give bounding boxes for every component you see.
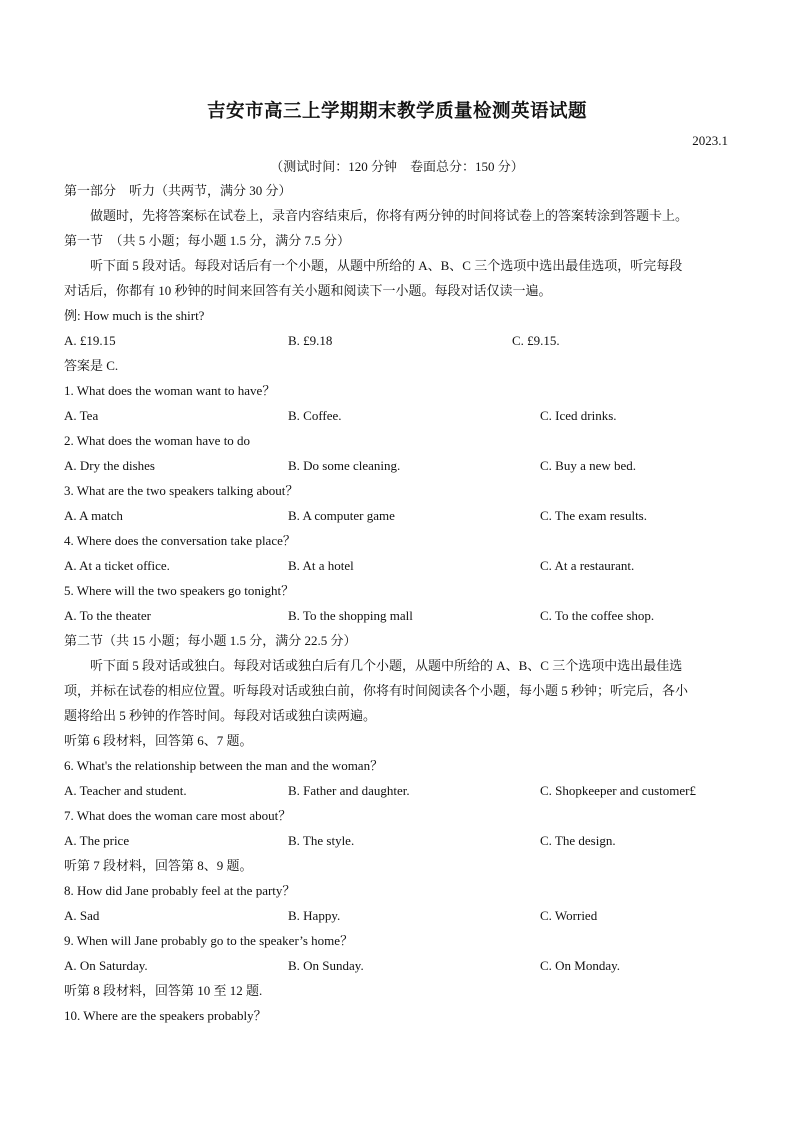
question-2-options: [64, 457, 744, 475]
part1-heading: 第一部分 听力（共两节，满分 30 分）: [64, 183, 292, 198]
question-1-options: [64, 407, 744, 425]
question-10: 10. Where are the speakers probably？: [64, 1008, 267, 1023]
material-6-heading: 听第 6 段材料，回答第 6、7 题。: [64, 733, 253, 748]
q4-option-a: A. At a ticket office.: [64, 558, 170, 573]
exam-date: 2023.1: [692, 133, 728, 148]
example-options: [64, 332, 744, 350]
part1-instruction: 做题时，先将答案标在试卷上，录音内容结束后，你将有两分钟的时间将试卷上的答案转涂到答题卡上。: [90, 208, 689, 223]
q7-option-b: B. The style.: [288, 833, 355, 848]
q8-option-c: C. Worried: [540, 908, 598, 923]
section2-instruction-line2: 项，并标在试卷的相应位置。听每段对话或独白前，你将有时间阅读各个小题，每小题 5 秒钟；听完后，各小: [64, 683, 689, 698]
question-9-options: [64, 957, 744, 975]
question-6-options: [64, 782, 744, 800]
question-3-options: [64, 507, 744, 525]
question-5: 5. Where will the two speakers go tonight？: [64, 583, 295, 598]
q8-option-b: B. Happy.: [288, 908, 341, 923]
section1-instruction-line1: 听下面 5 段对话。每段对话后有一个小题，从题中所给的 A、B、C 三个选项中选出最佳选项，听完每段: [90, 258, 683, 273]
q9-option-a: A. On Saturday.: [64, 958, 148, 973]
q6-option-c: C. Shopkeeper and customer£: [540, 783, 696, 798]
question-4-options: [64, 557, 744, 575]
q4-option-b: B. At a hotel: [288, 558, 354, 573]
example-option-a: A. £19.15: [64, 333, 116, 348]
q5-option-c: C. To the coffee shop.: [540, 608, 655, 623]
question-6: 6. What's the relationship between the man and the woman？: [64, 758, 384, 773]
q2-option-a: A. Dry the dishes: [64, 458, 155, 473]
question-5-options: [64, 607, 744, 625]
q5-option-b: B. To the shopping mall: [288, 608, 413, 623]
q7-option-c: C. The design.: [540, 833, 616, 848]
example-answer: 答案是 C.: [64, 358, 119, 373]
question-1: 1. What does the woman want to have？: [64, 383, 276, 398]
q1-option-b: B. Coffee.: [288, 408, 342, 423]
q7-option-a: A. The price: [64, 833, 130, 848]
question-3: 3. What are the two speakers talking about？: [64, 483, 299, 498]
q1-option-a: A. Tea: [64, 408, 99, 423]
exam-info: （测试时间：120 分钟 卷面总分：150 分）: [270, 159, 524, 174]
q6-option-a: A. Teacher and student.: [64, 783, 187, 798]
q2-option-c: C. Buy a new bed.: [540, 458, 637, 473]
material-8-heading: 听第 8 段材料，回答第 10 至 12 题.: [64, 983, 263, 998]
question-9: 9. When will Jane probably go to the speaker’s home？: [64, 933, 354, 948]
q6-option-b: B. Father and daughter.: [288, 783, 410, 798]
example-option-c: C. £9.15.: [512, 333, 560, 348]
q1-option-c: C. Iced drinks.: [540, 408, 617, 423]
question-8-options: [64, 907, 744, 925]
section1-instruction-line2: 对话后，你都有 10 秒钟的时间来回答有关小题和阅读下一小题。每段对话仅读一遍。: [64, 283, 552, 298]
section2-instruction-line3: 题将给出 5 秒钟的作答时间。每段对话或独白读两遍。: [64, 708, 377, 723]
q9-option-c: C. On Monday.: [540, 958, 621, 973]
q9-option-b: B. On Sunday.: [288, 958, 364, 973]
section2-heading: 第二节（共 15 小题；每小题 1.5 分，满分 22.5 分）: [64, 633, 357, 648]
q5-option-a: A. To the theater: [64, 608, 151, 623]
q3-option-b: B. A computer game: [288, 508, 395, 523]
question-7: 7. What does the woman care most about？: [64, 808, 292, 823]
material-7-heading: 听第 7 段材料，回答第 8、9 题。: [64, 858, 253, 873]
question-7-options: [64, 832, 744, 850]
section1-heading: 第一节 （共 5 小题；每小题 1.5 分，满分 7.5 分）: [64, 233, 351, 248]
section2-instruction-line1: 听下面 5 段对话或独白。每段对话或独白后有几个小题，从题中所给的 A、B、C 三个选项中选出最佳选: [90, 658, 683, 673]
question-8: 8. How did Jane probably feel at the party？: [64, 883, 296, 898]
exam-title: 吉安市高三上学期期末教学质量检测英语试题: [206, 102, 587, 122]
q2-option-b: B. Do some cleaning.: [288, 458, 401, 473]
q3-option-a: A. A match: [64, 508, 123, 523]
q3-option-c: C. The exam results.: [540, 508, 647, 523]
example-option-b: B. £9.18: [288, 333, 333, 348]
example-question: 例: How much is the shirt?: [64, 308, 205, 323]
question-4: 4. Where does the conversation take place？: [64, 533, 296, 548]
question-2: 2. What does the woman have to do: [64, 433, 251, 448]
q8-option-a: A. Sad: [64, 908, 100, 923]
q4-option-c: C. At a restaurant.: [540, 558, 635, 573]
